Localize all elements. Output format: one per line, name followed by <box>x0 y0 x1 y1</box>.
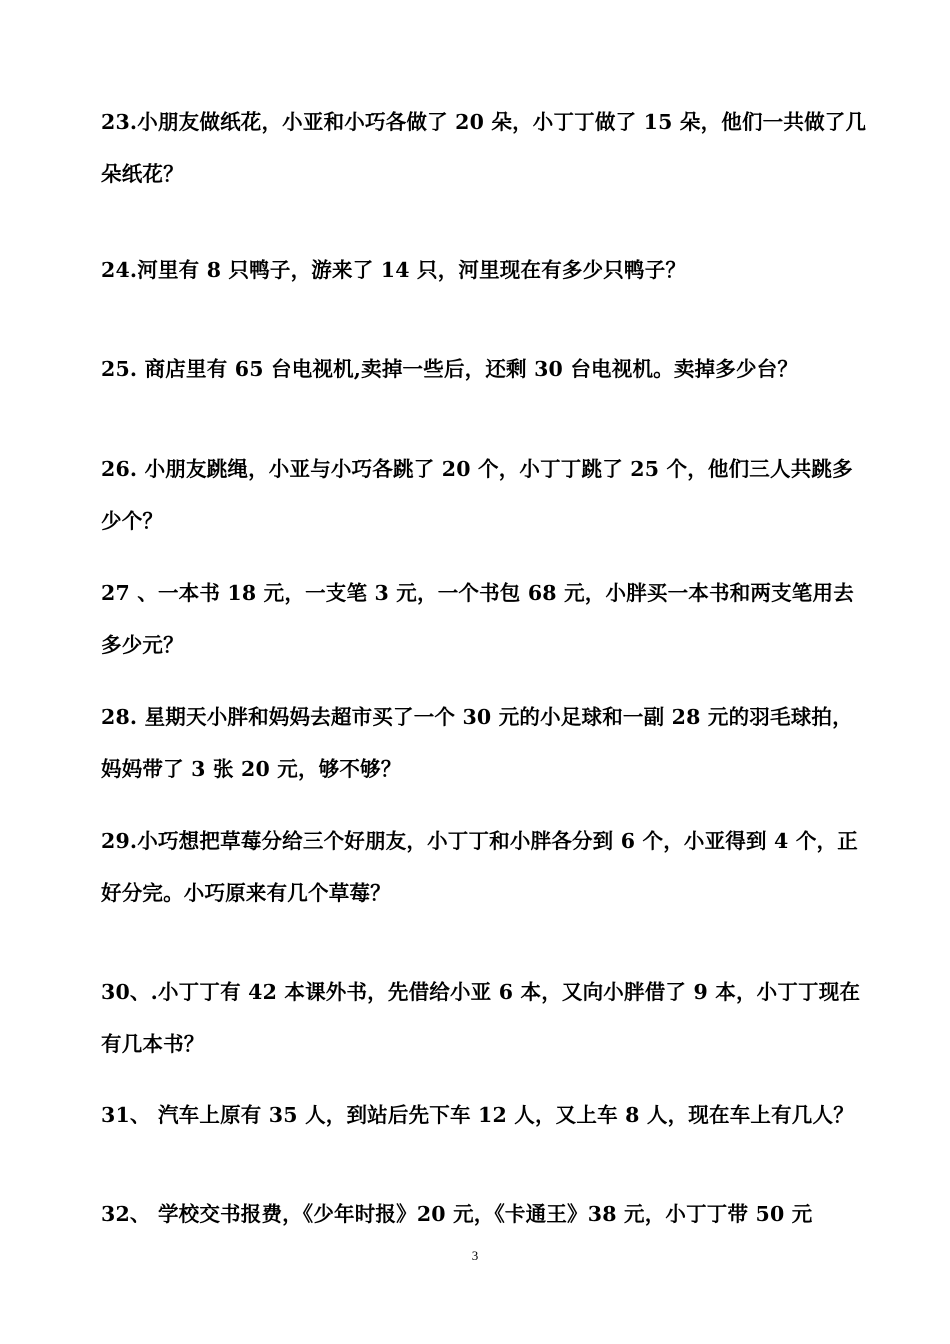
problem-28: 28. 星期天小胖和妈妈去超市买了一个 30 元的小足球和一副 28 元的羽毛球拍，妈妈带了 3 张 20 元，够不够？ <box>101 705 853 781</box>
problem-24: 24.河里有 8 只鸭子，游来了 14 只，河里现在有多少只鸭子？ <box>101 258 687 282</box>
problem-26: 26. 小朋友跳绳，小亚与小巧各跳了 20 个，小丁丁跳了 25 个，他们三人共跳多少个？ <box>101 457 853 533</box>
problem-29: 29.小巧想把草莓分给三个好朋友，小丁丁和小胖各分到 6 个，小亚得到 4 个，正好分完。小巧原来有几个草莓？ <box>101 829 858 905</box>
problem-27: 27 、一本书 18 元，一支笔 3 元，一个书包 68 元，小胖买一本书和两支笔用去多少元？ <box>101 581 854 657</box>
problem-25: 25. 商店里有 65 台电视机,卖掉一些后，还剩 30 台电视机。卖掉多少台？ <box>101 357 799 381</box>
problem-32: 32、 学校交书报费，《少年时报》20 元，《卡通王》38 元，小丁丁带 50 元 <box>101 1202 813 1226</box>
page-number: 3 <box>471 1248 479 1263</box>
problem-31: 31、 汽车上原有 35 人，到站后先下车 12 人，又上车 8 人，现在车上有几人？ <box>101 1103 854 1127</box>
problem-23: 23.小朋友做纸花，小亚和小巧各做了 20 朵，小丁丁做了 15 朵，他们一共做了几朵纸花？ <box>101 110 867 186</box>
problem-30: 30、.小丁丁有 42 本课外书，先借给小亚 6 本，又向小胖借了 9 本，小丁丁现在有几本书？ <box>101 980 861 1056</box>
